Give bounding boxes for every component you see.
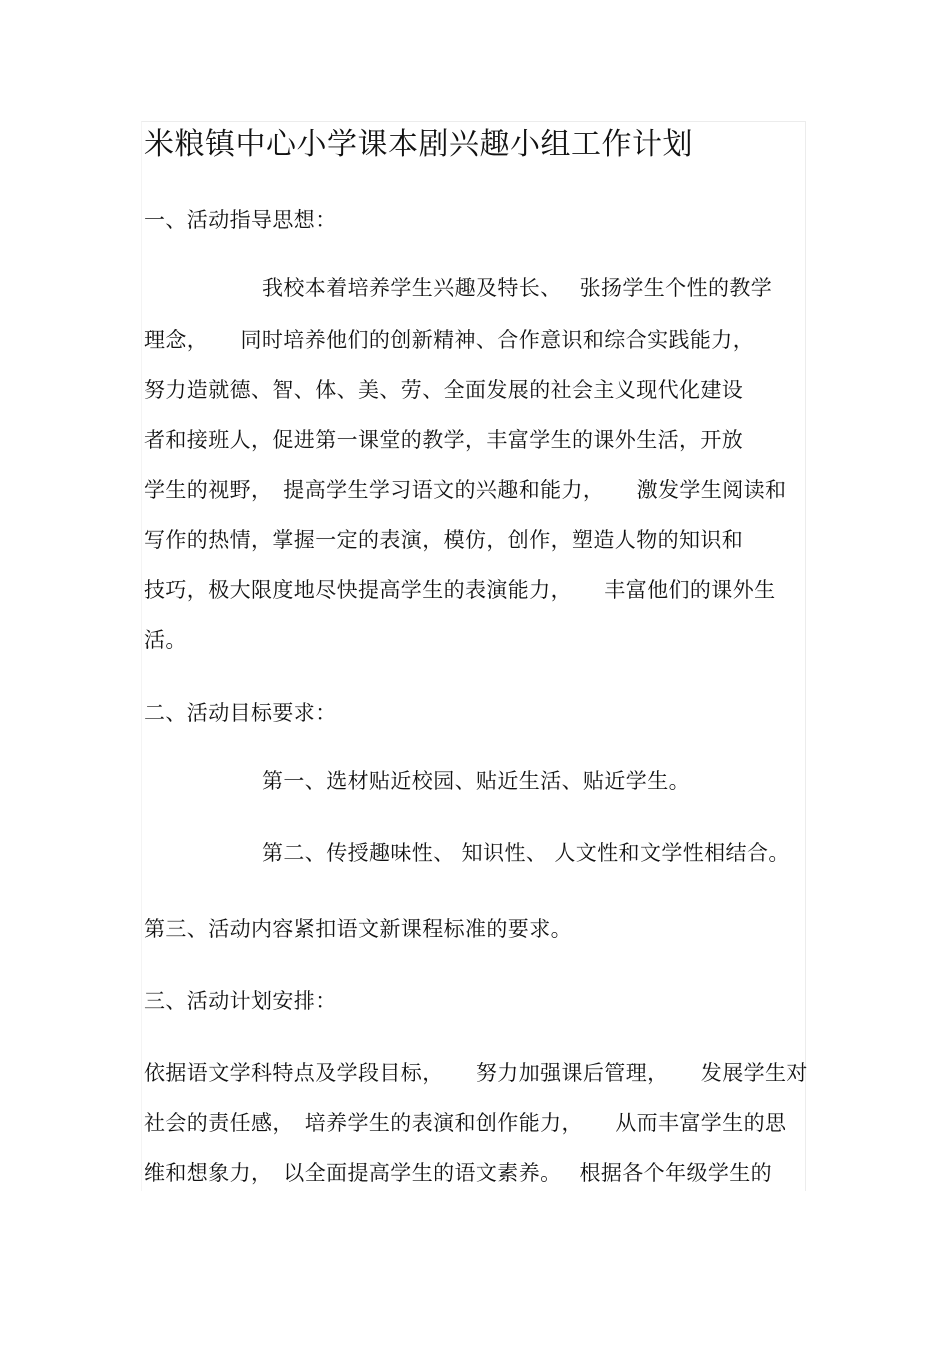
section1-line-8: 活。: [144, 628, 187, 652]
section3-line-3: 维和想象力， 以全面提高学生的语文素养。 根据各个年级学生的: [144, 1161, 773, 1185]
section1-heading: 一、活动指导思想：: [144, 208, 337, 232]
section1-line-1: 我校本着培养学生兴趣及特长、 张扬学生个性的教学: [262, 276, 773, 300]
section1-line-6: 写作的热情，掌握一定的表演，模仿，创作，塑造人物的知识和: [144, 528, 744, 552]
document-title: 米粮镇中心小学课本剧兴趣小组工作计划: [144, 127, 693, 162]
section1-line-4: 者和接班人，促进第一课堂的教学，丰富学生的课外生活，开放: [144, 428, 744, 452]
section1-line-5: 学生的视野， 提高学生学习语文的兴趣和能力， 激发学生阅读和: [144, 478, 787, 502]
section3-line-2: 社会的责任感， 培养学生的表演和创作能力， 从而丰富学生的思: [144, 1111, 787, 1135]
section1-line-3: 努力造就德、智、体、美、劳、全面发展的社会主义现代化建设: [144, 378, 744, 402]
section2-item-1: 第一、选材贴近校园、贴近生活、贴近学生。: [262, 769, 690, 793]
section2-heading: 二、活动目标要求：: [144, 701, 337, 725]
section1-line-7: 技巧，极大限度地尽快提高学生的表演能力， 丰富他们的课外生: [144, 578, 776, 602]
section2-item-3: 第三、活动内容紧扣语文新课程标准的要求。: [144, 917, 572, 941]
section2-item-2: 第二、传授趣味性、 知识性、 人文性和文学性相结合。: [262, 841, 790, 865]
section1-line-2: 理念， 同时培养他们的创新精神、合作意识和综合实践能力，: [144, 328, 755, 352]
section3-heading: 三、活动计划安排：: [144, 989, 337, 1013]
section3-line-1: 依据语文学科特点及学段目标， 努力加强课后管理， 发展学生对: [144, 1061, 808, 1085]
